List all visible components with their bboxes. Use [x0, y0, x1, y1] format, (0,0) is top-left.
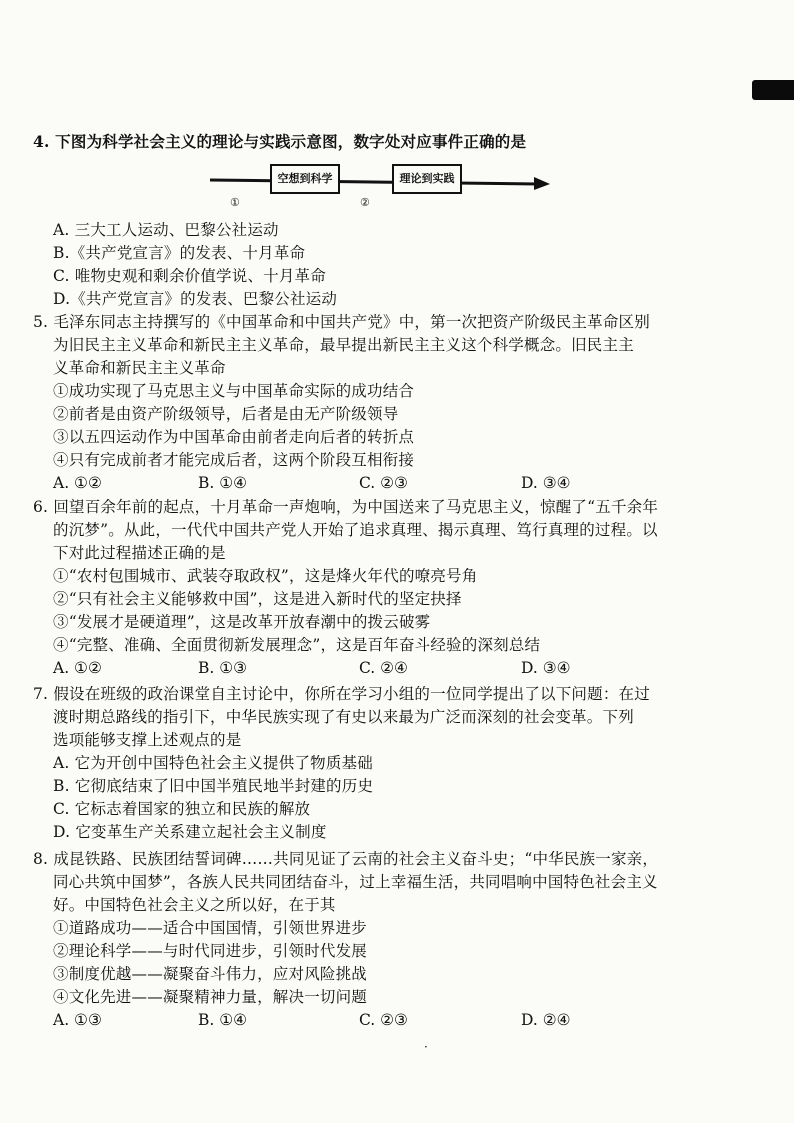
question-8-choices	[33, 1009, 733, 1032]
statement-4: ④只有完成前者才能完成后者，这两个阶段互相衔接	[53, 451, 415, 469]
question-5	[33, 311, 733, 495]
option-d: D. 它变革生产关系建立起社会主义制度	[53, 823, 327, 841]
statement-3: ③制度优越——凝聚奋斗伟力，应对风险挑战	[53, 965, 368, 983]
question-4	[33, 130, 733, 153]
choice-a: A. ①②	[53, 474, 102, 492]
choice-d: D. ②④	[521, 1011, 571, 1029]
question-8	[33, 848, 733, 1032]
diagram-arrow	[208, 160, 558, 210]
question-6	[33, 496, 733, 680]
choice-c: C. ②③	[359, 474, 408, 492]
choice-a: A. ①②	[53, 659, 102, 677]
theory-practice-diagram	[208, 160, 558, 210]
choice-d: D. ③④	[521, 659, 571, 677]
question-8-stem-line: 同心共筑中国梦”，各族人民共同团结奋斗，过上幸福生活，共同唱响中国特色社会主义	[53, 873, 658, 891]
question-6-choices	[33, 657, 733, 680]
question-4-options	[33, 219, 733, 311]
question-7-stem-line: 7. 假设在班级的政治课堂自主讨论中，你所在学习小组的一位同学提出了以下问题：在过	[33, 685, 650, 703]
diagram-box-utopia-to-science: 空想到科学	[270, 164, 340, 194]
option-a: A. 它为开创中国特色社会主义提供了物质基础	[53, 754, 373, 772]
diagram-box-theory-to-practice: 理论到实践	[392, 164, 462, 194]
choice-c: C. ②③	[359, 1011, 408, 1029]
statement-1: ①成功实现了马克思主义与中国革命实际的成功结合	[53, 382, 415, 400]
question-4-stem: 4. 下图为科学社会主义的理论与实践示意图，数字处对应事件正确的是	[33, 132, 527, 151]
option-b: B.《共产党宣言》的发表、十月革命	[53, 244, 306, 262]
question-7-stem-line: 渡时期总路线的指引下，中华民族实现了有史以来最为广泛而深刻的社会变革。下列	[53, 708, 634, 726]
statement-2: ②“只有社会主义能够救中国”，这是进入新时代的坚定抉择	[53, 590, 462, 608]
choice-b: B. ①④	[198, 1011, 248, 1029]
option-b: B. 它彻底结束了旧中国半殖民地半封建的历史	[53, 777, 374, 795]
question-6-stem-line: 6. 回望百余年前的起点，十月革命一声炮响，为中国送来了马克思主义，惊醒了“五千余年	[33, 498, 659, 516]
page-corner-tab	[752, 80, 794, 100]
statement-3: ③以五四运动作为中国革命由前者走向后者的转折点	[53, 428, 415, 446]
choice-b: B. ①④	[198, 474, 248, 492]
diagram-mark-2: ②	[360, 196, 370, 209]
question-8-stem-line: 好。中国特色社会主义之所以好，在于其	[53, 896, 336, 914]
choice-a: A. ①③	[53, 1011, 102, 1029]
question-6-stem-line: 下对此过程描述正确的是	[53, 544, 226, 562]
option-a: A. 三大工人运动、巴黎公社运动	[53, 221, 279, 239]
question-5-stem-line: 为旧民主主义革命和新民主主义革命，最早提出新民主主义这个科学概念。旧民主主	[53, 336, 634, 354]
statement-1: ①“农村包围城市、武装夺取政权”，这是烽火年代的嘹亮号角	[53, 567, 478, 585]
statement-2: ②前者是由资产阶级领导，后者是由无产阶级领导	[53, 405, 399, 423]
statement-4: ④文化先进——凝聚精神力量，解决一切问题	[53, 988, 368, 1006]
question-8-stem-line: 8. 成昆铁路、民族团结誓词碑……共同见证了云南的社会主义奋斗史；“中华民族一家亲，	[33, 850, 659, 868]
question-5-choices	[33, 472, 733, 495]
choice-c: C. ②④	[359, 659, 408, 677]
choice-d: D. ③④	[521, 474, 571, 492]
choice-b: B. ①③	[198, 659, 248, 677]
question-6-stem-line: 的沉梦”。从此，一代代中国共产党人开始了追求真理、揭示真理、笃行真理的过程。以	[53, 521, 658, 539]
question-5-stem-line: 义革命和新民主主义革命	[53, 359, 226, 377]
statement-4: ④“完整、准确、全面贯彻新发展理念”，这是百年奋斗经验的深刻总结	[53, 636, 541, 654]
question-5-stem-line: 5. 毛泽东同志主持撰写的《中国革命和中国共产党》中，第一次把资产阶级民主革命区别	[33, 313, 650, 331]
statement-3: ③“发展才是硬道理”，这是改革开放春潮中的拨云破雾	[53, 613, 431, 631]
option-c: C. 唯物史观和剩余价值学说、十月革命	[53, 267, 326, 285]
question-7	[33, 683, 733, 844]
statement-2: ②理论科学——与时代同进步，引领时代发展	[53, 942, 368, 960]
question-7-stem-line: 选项能够支撑上述观点的是	[53, 731, 242, 749]
scan-speck: ·	[424, 1040, 428, 1054]
option-d: D.《共产党宣言》的发表、巴黎公社运动	[53, 290, 338, 308]
option-c: C. 它标志着国家的独立和民族的解放	[53, 800, 311, 818]
statement-1: ①道路成功——适合中国国情，引领世界进步	[53, 919, 368, 937]
diagram-mark-1: ①	[230, 196, 240, 209]
